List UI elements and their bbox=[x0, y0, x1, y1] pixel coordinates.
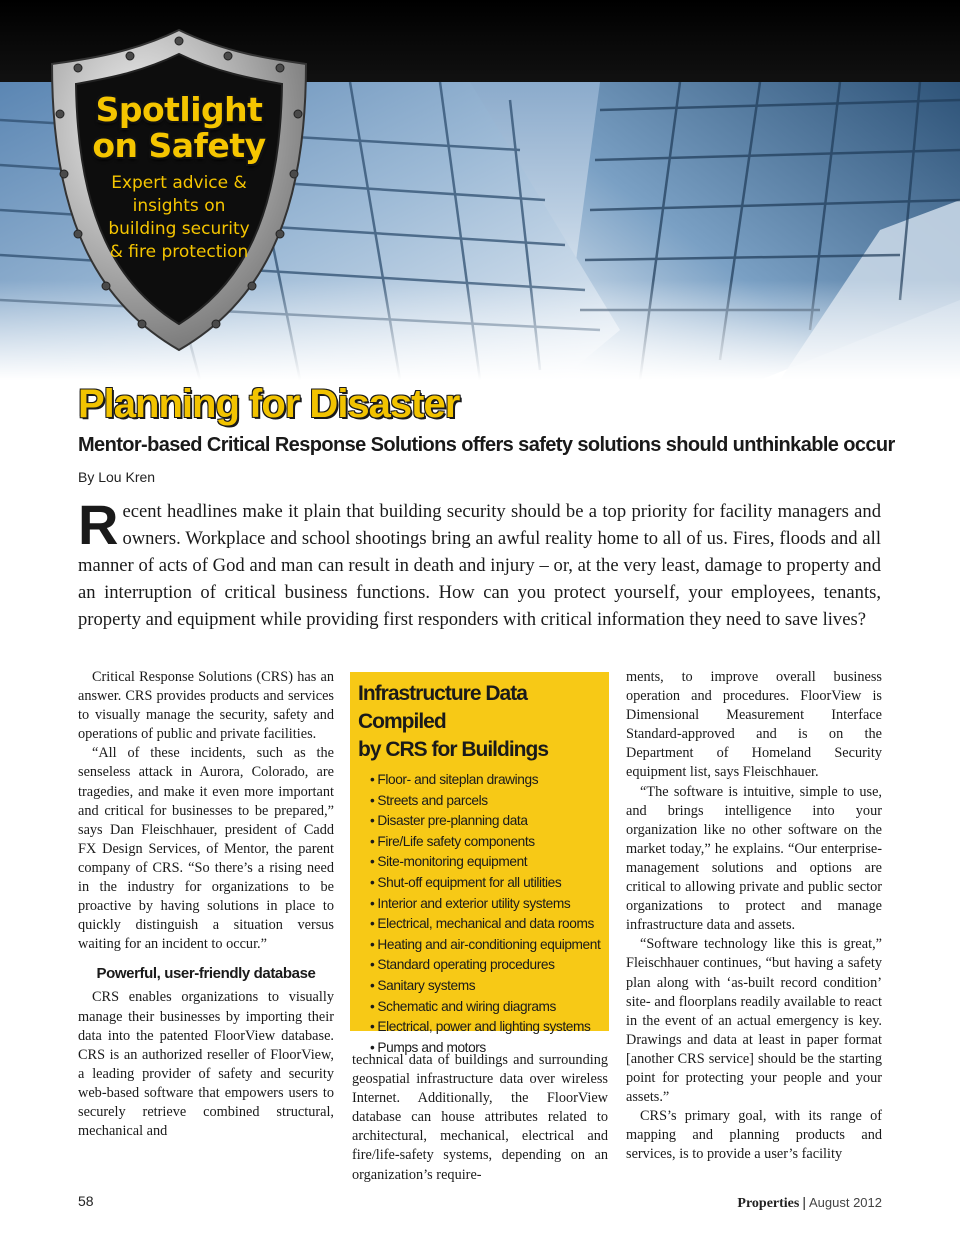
issue-date: August 2012 bbox=[808, 1195, 882, 1210]
badge-subtitle bbox=[48, 172, 310, 264]
sidebar-list-item: • Sanitary systems bbox=[370, 976, 601, 997]
badge-title bbox=[48, 92, 310, 164]
publication-name: Properties bbox=[737, 1196, 800, 1211]
sidebar-list-item: • Interior and exterior utility systems bbox=[370, 894, 601, 915]
sidebar-list bbox=[358, 770, 601, 1058]
badge-title-line2: on Safety bbox=[92, 126, 266, 165]
paragraph: CRS enables organizations to visually manage their businesses by importing their data into the patented FloorView database. CRS is an authorized reseller of FloorView, a leading provider of safety and security web-based software that empowers users to securely retrieve combined structural, mechanical and bbox=[78, 989, 334, 1140]
footer-separator: | bbox=[802, 1194, 806, 1210]
badge-subtitle-line3: building security bbox=[108, 219, 250, 239]
sidebar-title-line1: Infrastructure Data Compiled bbox=[358, 682, 527, 733]
sidebar-list-item: • Electrical, power and lighting systems bbox=[370, 1017, 601, 1038]
intro-text: ecent headlines make it plain that building security should be a top priority for facility managers and owners. Workplace and school shootings bring an awful reality home to all of us. Fires, floods and all manner of acts of God and man can result in death and injury – or, at the very least, damage to property and an interruption of critical business functions. How can you protect yourself, your employees, tenants, property and equipment while providing first responders with critical information they need to save lives? bbox=[78, 501, 881, 630]
sidebar-list-item: • Electrical, mechanical and data rooms bbox=[370, 914, 601, 935]
section-subhead: Powerful, user-friendly database bbox=[96, 965, 316, 983]
column-3 bbox=[626, 668, 882, 1164]
sidebar-title bbox=[358, 680, 601, 764]
sidebar-list-item: • Streets and parcels bbox=[370, 791, 601, 812]
badge-subtitle-line1: Expert advice & bbox=[111, 173, 247, 193]
sidebar-box bbox=[350, 672, 609, 1055]
paragraph: “The software is intuitive, simple to use, and brings intelligence into your organization like no other software on the market today,” he explains. “Our enterprise-management solutions and options are critical to allowing private and public sector organizations to protect and manage infrastructure data and assets. bbox=[626, 783, 882, 934]
badge-subtitle-line4: & fire protection bbox=[109, 242, 249, 262]
paragraph: ments, to improve overall business operation and procedures. FloorView is Dimensional Measurement Interface Standard-approved and is on the Department of Homeland Security equipment list, says Fleischhauer. bbox=[626, 669, 882, 781]
sidebar-list-item: • Schematic and wiring diagrams bbox=[370, 997, 601, 1018]
sidebar-list-item: • Floor- and siteplan drawings bbox=[370, 770, 601, 791]
page-number: 58 bbox=[78, 1193, 94, 1209]
drop-cap: R bbox=[78, 493, 119, 556]
sidebar-list-item: • Disaster pre-planning data bbox=[370, 811, 601, 832]
paragraph: Critical Response Solutions (CRS) has an answer. CRS provides products and services to visually manage the security, safety and operations of public and private facilities. bbox=[78, 669, 334, 743]
paragraph: “Software technology like this is great,” Fleischhauer continues, “but having a safety plan along with ‘as-built record condition’ site- and floorplans readily available to react in the event of an actual emergency is key. Drawings and data at least in paper format [another CRS service] should be the starting point for protecting your people and your assets.” bbox=[626, 936, 882, 1106]
sidebar-list-item: • Heating and air-conditioning equipment bbox=[370, 935, 601, 956]
sidebar-list-item: • Standard operating procedures bbox=[370, 955, 601, 976]
column-1 bbox=[78, 668, 334, 1141]
sidebar-title-line2: by CRS for Buildings bbox=[358, 738, 548, 761]
shield-badge-text bbox=[48, 92, 310, 264]
running-footer bbox=[737, 1194, 882, 1212]
article-headline: Planning for Disaster bbox=[78, 382, 460, 426]
sidebar-list-item: • Site-monitoring equipment bbox=[370, 852, 601, 873]
sidebar-list-item: • Fire/Life safety components bbox=[370, 832, 601, 853]
article-intro bbox=[78, 493, 881, 633]
paragraph: CRS’s primary goal, with its range of mapping and planning products and services, is to provide a user’s facility bbox=[626, 1108, 882, 1163]
article-byline: By Lou Kren bbox=[78, 469, 156, 485]
sidebar-list-item: • Pumps and motors bbox=[370, 1038, 601, 1059]
sidebar-list-item: • Shut-off equipment for all utilities bbox=[370, 873, 601, 894]
badge-subtitle-line2: insights on bbox=[132, 196, 226, 216]
badge-title-line1: Spotlight bbox=[95, 90, 263, 129]
paragraph: technical data of buildings and surrounding geospatial infrastructure data over wireless Internet. Additionally, the FloorView database can house attributes related to architectural, mechanical, electrical and fire/life-safety systems, depending on an organization’s require- bbox=[352, 1052, 608, 1183]
article-deck: Mentor-based Critical Response Solutions offers safety solutions should unthinkable occur bbox=[78, 434, 895, 456]
column-2 bbox=[352, 1051, 608, 1185]
paragraph: “All of these incidents, such as the senseless attack in Aurora, Colorado, are tragedies, and make it even more important and critical for businesses to be prepared,” says Dan Fleischhauer, president of Cadd FX Design Services, of Mentor, the parent company of CRS. “So there’s a rising need in the industry for organizations to be proactive by having solutions in place to quickly distinguish a situation versus waiting for an incident to occur.” bbox=[78, 745, 334, 953]
